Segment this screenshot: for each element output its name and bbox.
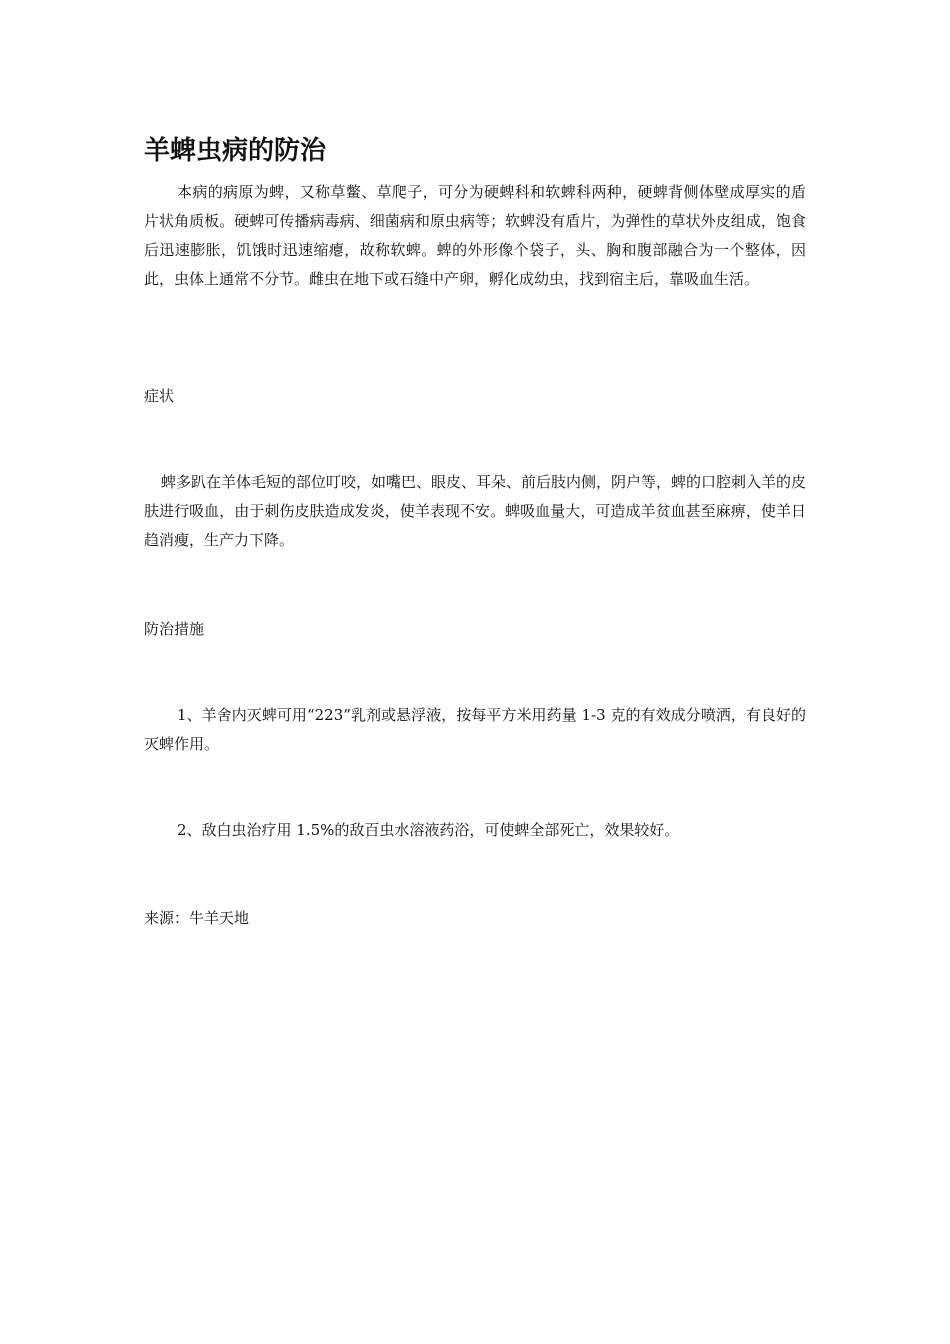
symptom-heading: 症状 [144,387,175,405]
prevention-heading: 防治措施 [144,620,205,638]
document-title: 羊蜱虫病的防治 [144,136,327,166]
measure-item-2: 2、敌白虫治疗用 1.5%的敌百虫水溶液药浴，可使蜱全部死亡，效果较好。 [177,821,680,839]
measure-item-1: 1、羊舍内灭蜱可用“223”乳剂或悬浮液，按每平方米用药量 1-3 克的有效成分喷洒，有良好的灭蜱作用。 [144,706,806,753]
intro-paragraph: 本病的病原为蜱，又称草鳖、草爬子，可分为硬蜱科和软蜱科两种，硬蜱背侧体壁成厚实的盾片状角质板。硬蜱可传播病毒病、细菌病和原虫病等；软蜱没有盾片，为弹性的草状外皮组成，饱食后迅速膨胀，饥饿时迅速缩瘪，故称软蜱。蜱的外形像个袋子，头、胸和腹部融合为一个整体，因此，虫体上通常不分节。雌虫在地下或石缝中产卵，孵化成幼虫，找到宿主后，靠吸血生活。 [144,183,806,288]
source-line: 来源：牛羊天地 [144,909,250,927]
symptom-paragraph: 蜱多趴在羊体毛短的部位叮咬，如嘴巴、眼皮、耳朵、前后肢内侧，阴户等，蜱的口腔刺入羊的皮肤进行吸血，由于刺伤皮肤造成发炎，使羊表现不安。蜱吸血量大，可造成羊贫血甚至麻痹，使羊日趋消瘦，生产力下降。 [144,473,807,549]
